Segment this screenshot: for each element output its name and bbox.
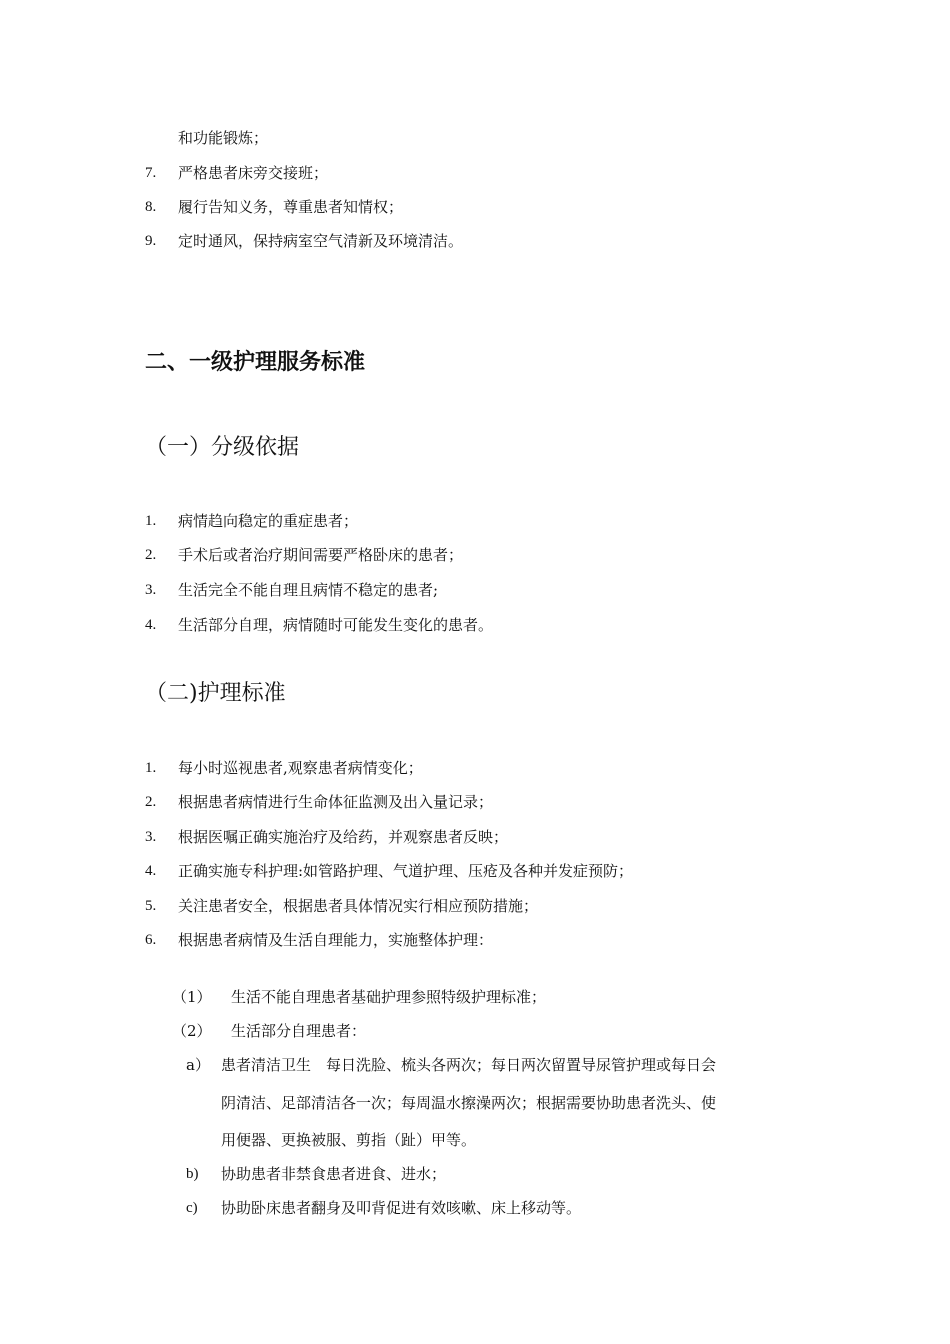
list-number: （1） xyxy=(172,988,212,1006)
list-number: 4. xyxy=(145,863,157,879)
list-number: 1. xyxy=(145,513,157,529)
list-text-line: 协助卧床患者翻身及叩背促进有效咳嗽、床上移动等。 xyxy=(221,1199,582,1217)
list-text-line: 阴清洁、足部清洁各一次；每周温水擦澡两次；根据需要协助患者洗头、使 xyxy=(221,1094,717,1112)
list-number: 5. xyxy=(145,898,157,914)
list-text-line: 协助患者非禁食患者进食、进水； xyxy=(221,1165,447,1183)
list-text: 生活部分自理，病情随时可能发生变化的患者。 xyxy=(178,616,494,634)
list-text: 生活不能自理患者基础护理参照特级护理标准； xyxy=(231,988,547,1006)
continuation-text: 和功能锻炼； xyxy=(178,129,269,147)
list-number: 2. xyxy=(145,547,157,563)
subsection-heading-1: （一）分级依据 xyxy=(145,435,300,460)
list-text: 关注患者安全，根据患者具体情况实行相应预防措施； xyxy=(178,897,539,915)
subsection-heading-2: （二)护理标准 xyxy=(145,681,286,706)
section-heading: 二、一级护理服务标准 xyxy=(145,349,366,375)
list-number: 6. xyxy=(145,932,157,948)
list-text: 根据患者病情及生活自理能力，实施整体护理： xyxy=(178,931,494,949)
list-text: 定时通风，保持病室空气清新及环境清洁。 xyxy=(178,232,464,250)
list-text: 手术后或者治疗期间需要严格卧床的患者； xyxy=(178,546,464,564)
list-number: 8. xyxy=(145,199,157,215)
list-text: 履行告知义务，尊重患者知情权； xyxy=(178,198,404,216)
list-text-line: 用便器、更换被服、剪指（趾）甲等。 xyxy=(221,1131,477,1149)
list-number: 3. xyxy=(145,829,157,845)
list-number: （2） xyxy=(172,1022,212,1040)
list-number: c) xyxy=(186,1200,198,1216)
list-number: 1. xyxy=(145,760,157,776)
list-number: a） xyxy=(186,1056,210,1074)
list-number: 9. xyxy=(145,233,157,249)
list-number: 3. xyxy=(145,582,157,598)
list-text: 生活部分自理患者： xyxy=(231,1022,367,1040)
list-text: 根据患者病情进行生命体征监测及出入量记录； xyxy=(178,793,494,811)
list-number: 4. xyxy=(145,617,157,633)
list-text: 严格患者床旁交接班； xyxy=(178,164,329,182)
list-number: b) xyxy=(186,1166,199,1182)
list-text: 每小时巡视患者,观察患者病情变化； xyxy=(178,759,423,777)
list-text: 根据医嘱正确实施治疗及给药，并观察患者反映； xyxy=(178,828,509,846)
list-number: 7. xyxy=(145,165,157,181)
list-number: 2. xyxy=(145,794,157,810)
list-text: 正确实施专科护理:如管路护理、气道护理、压疮及各种并发症预防； xyxy=(178,862,634,880)
list-text: 病情趋向稳定的重症患者； xyxy=(178,512,359,530)
list-text: 生活完全不能自理且病情不稳定的患者; xyxy=(178,581,439,599)
list-text-line: 患者清洁卫生 每日洗脸、梳头各两次；每日两次留置导尿管护理或每日会 xyxy=(221,1056,717,1074)
